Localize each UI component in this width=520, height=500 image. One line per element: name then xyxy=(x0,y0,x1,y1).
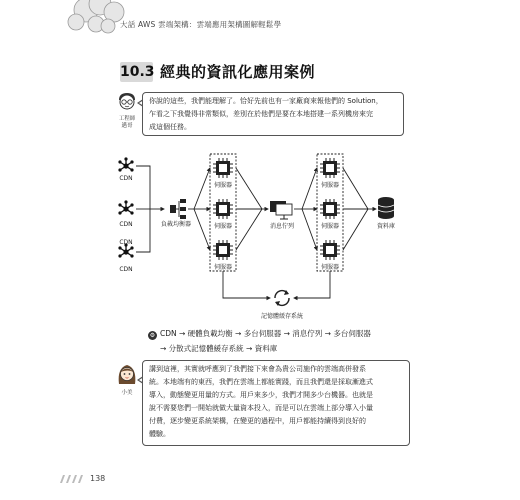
engineer-text-line: 你說的這些，我們能理解了。恰好先前也有一家廠商來報他們的 Solution， xyxy=(149,97,383,105)
cache-cycle-icon xyxy=(275,290,289,306)
xiaomei-text-line: 體驗。 xyxy=(149,430,170,438)
cdn-label: CDN xyxy=(119,175,133,182)
engineer-text-line: 乍看之下我覺得非常類似，差別在於他們是要在本地搭建一系列機房來完 xyxy=(149,110,373,118)
flow-summary xyxy=(148,326,371,356)
architecture-diagram xyxy=(110,148,410,323)
database-icon xyxy=(378,197,394,219)
cdn-label: CDN xyxy=(119,221,133,228)
xiaomei-text-line: 講到這裡，其實就呼應到了我們接下來會為貴公司施作的雲端高併發系 xyxy=(149,365,366,373)
cdn-network-icon xyxy=(118,200,133,214)
cloud-decoration-icon xyxy=(0,0,130,40)
server-label: 伺服器 xyxy=(320,223,340,230)
server-label: 伺服器 xyxy=(213,182,233,189)
woman-face-icon xyxy=(115,362,139,386)
load-balancer-label: 負載均衡器 xyxy=(160,221,192,228)
server-label: 伺服器 xyxy=(320,182,340,189)
engineer-speech-bubble xyxy=(142,92,404,136)
server-chip-icon xyxy=(213,158,233,178)
xiaomei-text-line: 說不需要您們一開始就做大量資本投入，而是可以在雲端上部分導入小量 xyxy=(149,404,373,412)
section-title: 經典的資訊化應用案例 xyxy=(160,63,316,81)
section-number: 10.3 xyxy=(120,64,155,80)
server-chip-icon xyxy=(320,158,340,178)
server-chip-icon xyxy=(213,199,233,219)
xiaomei-text-line: 統。本地端有的東西，我們在雲端上都能實踐，而且我們還是採取漸進式 xyxy=(149,378,373,386)
message-queue-icon xyxy=(270,201,292,219)
message-queue-label: 消息佇列 xyxy=(269,223,295,230)
server-chip-icon xyxy=(213,240,233,260)
cdn-label: CDN xyxy=(119,266,133,273)
page-stripe-decoration xyxy=(58,475,86,483)
server-label: 伺服器 xyxy=(213,223,233,230)
cache-label: 記憶體緩存系統 xyxy=(260,313,304,320)
xiaomei-speech-bubble xyxy=(142,360,410,446)
engineer-name: 工程師 xyxy=(118,116,136,122)
page-number: 138 xyxy=(90,474,106,483)
running-head: 大話 AWS 雲端架構：雲端應用架構圖解輕鬆學 xyxy=(120,20,282,29)
flow-line-2: → 分散式記憶體緩存系統 → 資料庫 xyxy=(160,344,278,353)
cdn-network-icon xyxy=(118,157,133,171)
engineer-face-icon xyxy=(115,92,139,112)
engineer-text-line: 成這個任務。 xyxy=(149,123,191,131)
load-balancer-icon xyxy=(170,199,186,219)
cdn-label: CDN xyxy=(119,239,133,246)
server-label: 伺服器 xyxy=(213,264,233,271)
gear-icon: ⚙ xyxy=(149,332,156,339)
flow-line-1 xyxy=(148,326,371,341)
server-chip-icon xyxy=(320,240,340,260)
xiaomei-name: 小美 xyxy=(121,390,133,396)
database-label: 資料庫 xyxy=(376,223,396,230)
flow-text: CDN → 硬體負載均衡 → 多台伺服器 → 消息佇列 → 多台伺服器 xyxy=(160,329,371,338)
server-chip-icon xyxy=(320,199,340,219)
server-label: 伺服器 xyxy=(320,264,340,271)
xiaomei-text-line: 導入，動態變更用量的方式。用戶來多少，我們才開多少台機器。也就是 xyxy=(149,391,373,399)
engineer-name-2: 邁哥 xyxy=(121,123,133,129)
engineer-avatar xyxy=(114,92,140,130)
xiaomei-text-line: 付費，逐步變更系統架構，在變更的過程中，用戶都能持續得到良好的 xyxy=(149,417,366,425)
